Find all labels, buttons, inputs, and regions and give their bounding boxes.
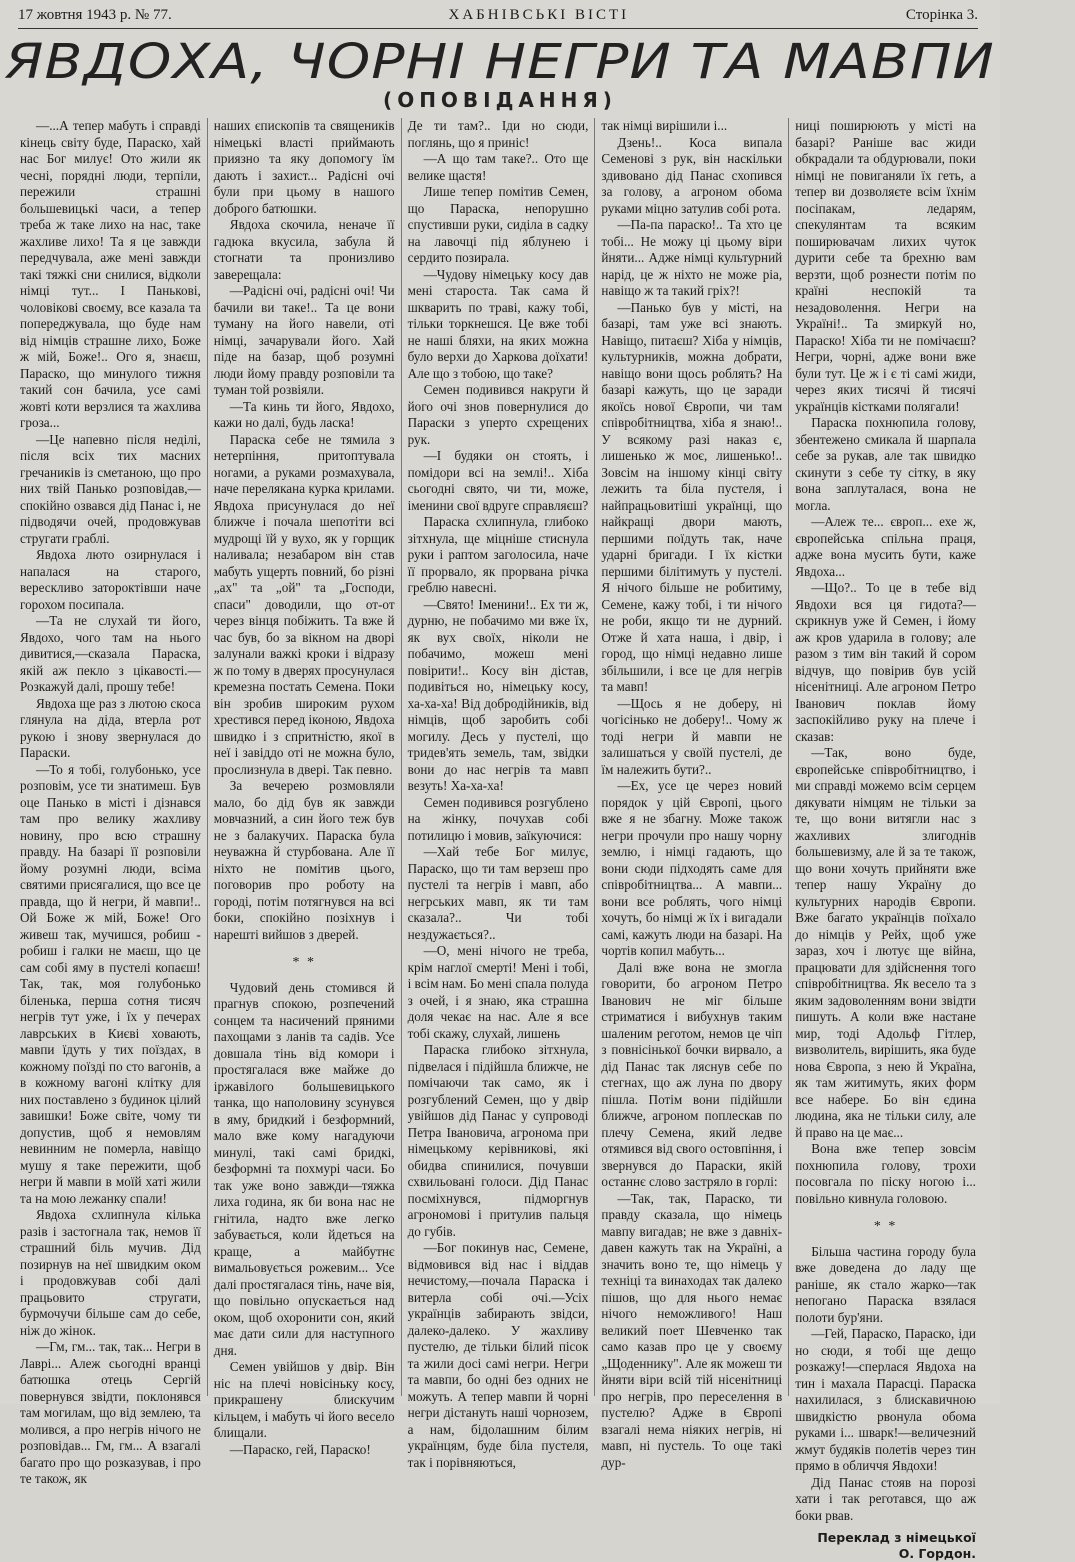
article-paragraph: —Параско, гей, Параско!	[229, 1441, 371, 1457]
article-paragraph: Вона вже тепер зовсім похнюпила голову, трохи посовгала по піску ногою і... повільно кивнула головою.	[795, 1141, 976, 1206]
article-paragraph: ниці поширюють у місті на базарі? Раніше вас жиди обкрадали та обдурювали, поки німці не повиганяли їх геть, а тепер ви дозволяєте всім їхнім посіпакам, ледарям, спекулянтам та всяким поширювачам лихих чуток дурити себе та брехню вам верзти, щоб рознести потім по країні неспокій та незадоволення. Негри на Україні!.. Та змиркуй но, Параско! Хіба ти не помічаєш? Негри, чорні, адже вони вже були тут. Це ж і є ті самі жиди, через яких тисячі й тисячі українців кістками полягали!	[795, 118, 976, 414]
article-paragraph: Далі вже вона не змогла говорити, бо агроном Петро Іванович не міг більше стриматися і вибухнув таким шаленим реготом, немов це чіп з повнісінької бочки вирвало, а дід Панас так ляснув себе по стегнах, що аж луна по двору пішла. Потім вони підійшли ближче, агроном поплескав по плечу Семена, який ледве отямився від свого остовпіння, і звернувся до Параски, якій останнє слово застряло в горлі:	[601, 959, 783, 1189]
article-paragraph: —Па-па параско!.. Та хто це тобі... Не можу ці цьому віри йняти... Адже німці культурний нарід, це ж ніхто не може ріа, навіщо ж та такий гріх?!	[601, 217, 783, 298]
article-paragraph: Чудовий день стомився й прагнув спокою, розпечений сонцем та насичений пряними пахощами з ланів та садів. Усе довшала тінь від комори і простягалася вже майже до іржавілого большевицького танка, що наполовину зсунувся в яму, бридкий і безформний, мало вже кому нагадуючи минулі, такі самі бридкі, безформні та похмурі часи. Бо так уже воно завжди—тяжка лиха година, як би вона нас не гнітила, надто вже легко забувається, коли йдеться на краще, а майбутнє вимальовується рожевим... Усе далі простягалася тінь, наче вія, що повільно опускається над оком, щоб охоронити сон, який має дати сили для наступного дня.	[213, 979, 395, 1358]
article-paragraph: наших єпископів та священиків німецькі власті приймають приязно та яку допомогу їм дають і захист... Радісні очі були при цьому в нашого доброго батюшки.	[213, 118, 395, 216]
article-paragraph: —Чудову німецьку косу дав мені староста. Так сама й шкварить по траві, кажу тобі, тільки торкнешся. Це вже тобі не наші бляхи, на яких можна було верхи до Харкова доїхати! Але що з тобою, що таке?	[407, 266, 589, 381]
section-separator: * *	[292, 955, 316, 970]
article-paragraph: —Гм, гм... так, так... Негри в Лаврі... Алеж сьогодні вранці батюшка отець Сергій повернувся звідти, поклонявся там могилам, що від землею, та молився, а про негрів нічого не розповідав... Гм, гм... А взагалі багато про що розказував, і про те також, як	[20, 1339, 201, 1486]
article-paragraph: —Це напевно після неділі, після всіх тих масних гречаників із сметаною, що про них твій Панько розповідав,—спокійно озвався дід Панас і, не підводячи очей, продовжував стругати граблі.	[20, 431, 201, 546]
signature-name: О. Гордон.	[898, 1546, 976, 1561]
article-column-1	[14, 118, 207, 1486]
article-paragraph: Параска глибоко зітхнула, підвелася і підійшла ближче, не помічаючи так само, як і розгублений Семен, що у двір увійшов дід Панас у супроводі Петра Івановича, агронома при німецькому керівникові, які обидва спинилися, почувши схвильовані голоси. Дід Панас посміхнувся, підморгнув агрономові і притулив пальця до губів.	[407, 1042, 589, 1239]
article-paragraph: —То я тобі, голубонько, усе розповім, усе ти знатимеш. Був оце Панько в місті і дізнався там про велику жахливу новину, про всю страшну правду. На базарі її розповіли йому розумні люди, всіма святими присягалися, що все це правда, що й негри, й мавпи!.. Ой Боже ж мій, Боже! Ого живеш так, мучишся, робиш - робиш і галки не маєш, що це сам собі яму в пустелі копаєш! Так, так, моя голубонько біленька, перша сотня тисяч негрів тут уже, і їх у печерах лаврських в Києві ховають, мавпи їдуть у тих поїздах, в кожному поїзді по сто вагонів, а в кожному вагоні клітку для них поставлено з будинок цілий завишки! Боже світе, чому ти допустив, щоб я немовлям невинним не померла, навіщо мушу я таке пережити, щоб негри й мавпи в моїй хаті жили та на мою лежанку спали!	[20, 761, 201, 1206]
article-paragraph: —О, мені нічого не треба, крім наглої смерті! Мені і тобі, і всім нам. Бо мені спала полуда з очей, і я знаю, яка страшна доля чекає на нас. Але я все тобі скажу, слухай, лишень	[407, 943, 589, 1041]
article-paragraph: —Та не слухай ти його, Явдохо, чого там на нього дивитися,—сказала Параска, якій аж пекло з цікавості.—Розкажуй далі, прошу тебе!	[20, 613, 201, 694]
article-paragraph: Дзень!.. Коса випала Семенові з рук, він наскільки здивовано дід Панас схопився за голову, а агроном обома руками міцно затулив собі рота.	[601, 134, 783, 216]
article-paragraph: —Гей, Параско, Параско, іди но сюди, я тобі ще дещо розкажу!—сперлася Явдоха на тин і махала Парасці. Параска нахилилася, з блискавичною швидкістю рвонула обома руками і... шварк!—величезний жмут будяків полетів через тин прямо в обличчя Явдохи!	[795, 1326, 976, 1473]
article-paragraph: Явдоха схлипнула кілька разів і застогнала так, немов її страшний біль мучив. Дід позирнув на неї швидким оком і продовжував собі далі працьовито стругати, бурмочучи більше сам до себе, ніж до жінок.	[20, 1207, 201, 1338]
article-paragraph: Параска схлипнула, глибоко зітхнула, ще міцніше стиснула руки і раптом заголосила, наче її прорвало, як прорвана річка греблю навесні.	[407, 514, 589, 595]
article-column-5	[788, 118, 982, 1561]
article-paragraph: Параска себе не тямила з нетерпіння, притоптувала ногами, а руками розмахувала, наче переляканa курка крилами. Явдоха присунулася до неї ближче і почала шепотіти всі мудрощі їй у вухо, як у горщик наливала; незабаром він став мабуть ущерть повний, бо різні „ах" та „ой" та „Господи, спаси" доводили, що от-от через вінця побіжить. Та вже й час був, бо за вікном на дворі залунали важкі кроки і відразу ж по тому в дверях просунулася кремезна постать Семена. Поки він зробив широким рухом хрестився перед іконою, Явдоха швидко і з спритністю, якої в неї і завіддо оті не можна було, прослизнула в двері. Так певно.	[213, 431, 395, 777]
article-paragraph: Дід Панас стояв на порозі хати і так реготався, що аж боки рвав.	[795, 1474, 976, 1523]
article-paragraph: —Бог покинув нас, Семене, відмовився від нас і віддав нечистому,—почала Параска і витерла собі очі.—Усіх українців забирають звідси, далеко-далеко. У жахливу пустелю, де тільки білий пісок та жили досі самі негри. Негри та мавпи, бо одні без одних не можуть. А тепер мавпи й чорні негри дістануть наші чорнозем, а нам, бідолашним білим українцям, буде біла пустеля, так і порівняються,	[407, 1240, 589, 1470]
article-paragraph: —Що?.. То це в тебе від Явдохи вся ця гидота?—скрикнув уже й Семен, і йому аж кров ударила в голову; але разом з тим він такий й сором відчув, що повірив був усій нісенітниці. Але агроном Петро Іванович поклав йому заспокійливо руку на плече і сказав:	[795, 580, 976, 744]
article-paragraph: так німці вирішили і...	[601, 118, 728, 133]
article-columns	[14, 118, 982, 1561]
article-paragraph: —Та кинь ти його, Явдохо, кажи но далі, будь ласка!	[213, 398, 395, 430]
article-paragraph: —Так, так, Параско, ти правду сказала, що німець мавпу вигадав; не вже з давніх-давен кажуть так на Україні, а значить воно те, що німець у техніці та винаходах так далеко пішов, що для нього немає нічого неможливого! Наш великий поет Шевченко так само казав про це у своєму „Щоденнику". Але як можеш ти йняти віри всій тій нісенітниці про негрів, про переселення в пустелю? Адже в Європі взагалі нема ніяких негрів, ні мавп, ні пустель. То оце такі дур-	[601, 1190, 783, 1470]
translator-signature	[795, 1530, 976, 1562]
article-paragraph: Явдоха люто озирнулася і напалася на старого, верескливо затороктівши наче горохом посипала.	[20, 547, 201, 612]
article-paragraph: Явдоха скочила, неначе її гадюка вкусила, забула й стогнати та пронизливо заверещала:	[213, 217, 395, 282]
article-paragraph: Семен подивився накруги й його очі знов повернулися до Параски з уперто схрещених рук.	[407, 382, 589, 447]
page-number: Сторінка 3.	[905, 6, 978, 23]
article-column-4	[594, 118, 788, 1470]
article-paragraph: Параска похнюпила голову, збентежено смикала й шарпала себе за рукав, але так швидко скинути з себе ту сітку, в яку вона заплуталася, вона не могла.	[795, 415, 976, 513]
article-paragraph: Семен подивився розгублено на жінку, почухав собі потилицю і мовив, заїкуючися:	[407, 794, 589, 843]
article-paragraph: —І будяки он стоять, і помідори всі на землі!.. Хіба сьогодні свято, чи ти, може, іменини свої вдруге справляєш?	[407, 448, 589, 513]
article-paragraph: Більша частина городу була вже доведена до ладу ще раніше, як стало жарко—так непогано Параска взялася полоти бур'яни.	[795, 1243, 976, 1325]
article-column-2	[207, 118, 401, 1457]
article-paragraph: —Радісні очі, радісні очі! Чи бачили ви таке!.. Та це вони туману на його навели, оті німці, зачарували його. Хай піде на базар, щоб розумні люди йому правду розповіли та туман той розвіяли.	[213, 283, 395, 397]
article-paragraph: За вечерею розмовляли мало, бо дід був як завжди мовчазний, а син його теж був не з балакучих. Параска була неуважна й стурбована. Але її ніхто не помітив цього, поговорив про роботу на городі, потім потягнувся на всі боки, спокійно позіхнув і нарешті вийшов з дверей.	[213, 778, 395, 942]
issue-date: 17 жовтня 1943 р. № 77.	[18, 6, 172, 23]
signature-line: Переклад з німецької	[817, 1530, 976, 1545]
article-paragraph: Лише тепер помітив Семен, що Параска, непорушно спустивши руки, сиділа в садку на лавочці під яблунею і сердито позирала.	[407, 184, 589, 265]
article-paragraph: —...А тепер мабуть і справді кінець світу буде, Параско, хай нас Бог милує! Ото жили як чесні, порядні люди, терпіли, пережили страшні большевицькі часи, а тепер треба ж таке лихо на нас, таке жахливе лихо! Та я це завжди передчувала, аже мені завжди такі тяжкі сни снилися, відколи німці тут... І Панькові, чоловікові своєму, все казала та попереджувала, що буде нам від німців страшне лихо, Боже ж мій, Боже!.. Ого я, знаєш, Параско, що минулого тижня такий сон бачила, усе самі жовті коти верзлися та жахлива гроза...	[20, 118, 201, 430]
page-header	[18, 2, 978, 29]
article-paragraph: —Панько був у місті, на базарі, там уже всі знають. Навіщо, питаєш? Хіба у німців, культурників, можна добрати, навіщо вони щось роблять? На базарі кажуть, що це заради якоїсь нової Європи, чи там співробітництва, хіба я знаю!.. У всякому разі наказ є, лишенько ж моє, лишенько!.. Зовсім на іншому кінці світу лежить та біла пустеля, і найпрацьовитіші українці, що найкращі двори мають, першими поїдуть так, наче ударні бригади. І їх кістки першими білітимуть у пустелі. Я нічого більше не робитиму, Семене, кажу тобі, і ти нічого не роби, якщо ти не дурний. Отже й хата наша, і двір, і город, що німці недавно лише збільшили, і все це для негрів та мавп!	[601, 299, 783, 694]
newspaper-name: ХАБНІВСЬКІ ВІСТІ	[448, 6, 630, 23]
article-paragraph: —Хай тебе Бог милує, Параско, що ти там верзеш про пустелі та негрів і мавп, або негрських мавп, як ти там сказала?.. Чи тобі нездужається?..	[407, 844, 589, 942]
article-paragraph: —Ех, усе це через новий порядок у цій Європі, цього вже я не збагну. Може також негри прочули про нашу чорну землю, і німці гадають, що вони сюди підходять саме для співробітництва... А мавпи... вони все роблять, чого німці хочуть, бо німці ж їх і вигадали самі, кажуть люди на базарі. На чортів копил мабуть...	[601, 778, 783, 958]
article-paragraph: Де ти там?.. Іди но сюди, поглянь, що я приніс!	[407, 118, 589, 150]
article-column-3	[401, 118, 595, 1470]
article-paragraph: —Свято! Іменини!.. Ех ти ж, дурню, не побачимо ми вже їх, як вух своїх, ніколи не побачимо, можеш мені повірити!.. Косу він дістав, подивіться но, німецьку косу, ха-ха-ха! Від добродійників, від німців, щоб заробить собі могилу. Десь у пустелі, що тридев'ять земель, там, звідки вони до нас негрів та мавп везуть! Ха-ха-ха!	[407, 596, 589, 793]
article-title: ЯВДОХА, ЧОРНІ НЕГРИ ТА МАВПИ	[5, 34, 995, 90]
article-subtitle: (ОПОВІДАННЯ)	[383, 88, 617, 112]
article-paragraph: —А що там таке?.. Ото ще велике щастя!	[407, 151, 589, 183]
article-paragraph: Явдоха ще раз з лютою скоса глянула на діда, втерла рот рукою і знову звернулася до Параски.	[20, 695, 201, 760]
article-paragraph: Семен увійшов у двір. Він ніс на плечі новісіньку косу, прикрашену блискучим кільцем, і мабуть чі його весело блищали.	[213, 1359, 395, 1440]
section-separator: * *	[873, 1219, 898, 1234]
article-paragraph: —Так, воно буде, європейське співробітництво, і ми справді можемо всім серцем дякувати німцям не тільки за те, що вони витягли нас з жахливих злигоднів большевизму, але й за те також, що вони хочуть прийняти вже тепер нашу Україну до культурних народів Європи. Вже багато українців поїхало до німців у Рейх, щоб уже зараз, хоч і лютує ще війна, працювати для здійснення того співробітництва. Як весело та з яким задоволенням вони звідти пишуть. А коли вже настане мир, тоді Адольф Гітлер, визволитель, вирішить, яка буде нова Європа, з нею й Україна, як там житимуть, яких форм все набере. Бо він єдина людина, яка не тільки силу, але й право на це має...	[795, 745, 976, 1140]
article-paragraph: —Щось я не доберу, ні чогісінько не доберу!.. Чому ж тоді негри й мавпи не залишаться у своїй пустелі, де їм належить бути?..	[601, 695, 783, 777]
article-paragraph: —Алеж те... європ... ехе ж, європейська спільна праця, адже вона мусить бути, каже Явдоха...	[795, 514, 976, 579]
